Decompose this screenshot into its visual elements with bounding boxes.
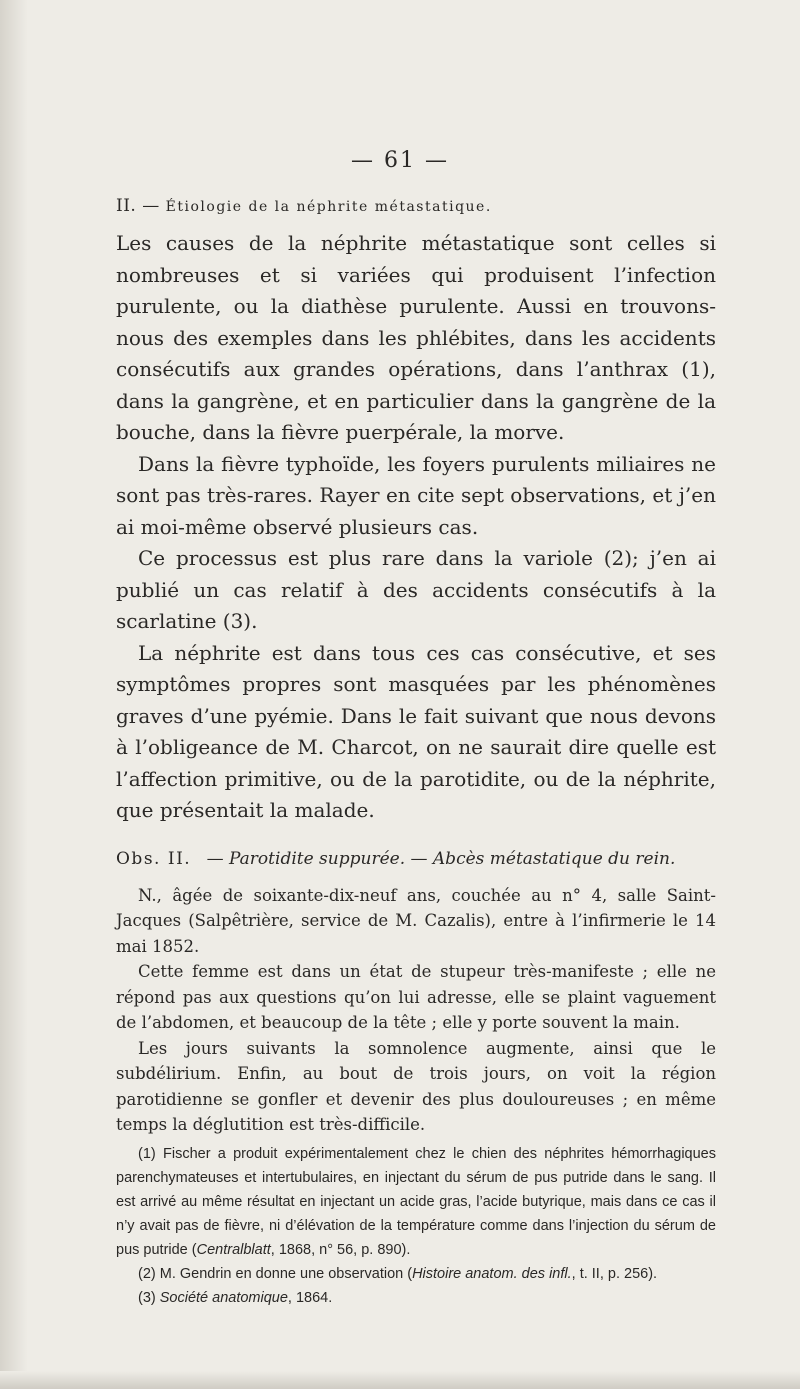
section-title: Étiologie de la néphrite métastatique. — [165, 199, 492, 215]
observation-paragraph: Cette femme est dans un état de stupeur très-manifeste ; elle ne répond pas aux questions qu’on lui adresse, elle se plaint vaguement de l’abdomen, et beaucoup de la tête ; elle y porte souvent la main. — [116, 962, 716, 1032]
footnote-text: (2) M. Gendrin en donne une observation ( — [138, 1265, 413, 1282]
observation-title-2: Abcès métastatique du rein. — [432, 848, 676, 869]
page-bottom-edge — [0, 1371, 800, 1389]
footnotes — [116, 1142, 716, 1310]
observation-heading — [116, 849, 716, 869]
page-body — [116, 196, 716, 1310]
observation-paragraph: N., âgée de soixante-dix-neuf ans, couchée au n° 4, salle Saint-Jacques (Salpêtrière, service de M. Cazalis), entre à l’infirmerie le 14 mai 1852. — [116, 885, 716, 956]
paragraph-variole: Ce processus est plus rare dans la variole (2); j’en ai publié un cas relatif à des accidents consécutifs à la scarlatine (3). — [116, 546, 716, 633]
section-dash: — — [142, 196, 160, 216]
section-number: II. — [116, 196, 137, 216]
footnote-text: (1) Fischer a produit expérimentalement chez le chien des néphrites hémorrhagiques parenchymateuses et intertubulaires, en injectant du sérum de pus putride dans le sang. Il est arrivé au même résultat en injectant un acide gras, l’acide butyrique, mais dans ce cas il n’y avait pas de fièvre, ni d’élévation de la température comme dans l’injection du sérum de pus putride ( — [116, 1145, 716, 1258]
paragraph-consecutive: La néphrite est dans tous ces cas consécutive, et ses symptômes propres sont masquées par les phénomènes graves d’une pyémie. Dans le fait suivant que nous devons à l’obligeance de M. Charcot, on ne saurait dire quelle est l’affection primitive, ou de la parotidite, ou de la néphrite, que présentait la malade. — [116, 640, 716, 822]
footnote-3 — [116, 1286, 716, 1310]
footnote-tail: , 1868, n° 56, p. 890). — [270, 1241, 411, 1258]
page-binding-shadow — [0, 0, 28, 1389]
observation-paragraph: Les jours suivants la somnolence augmente, ainsi que le subdélirium. Enfin, au bout de trois jours, on voit la région parotidienne se gonfler et devenir des plus douloureuses ; en même temps la déglutition est très-difficile. — [116, 1038, 716, 1134]
footnote-source: Centralblatt — [196, 1241, 271, 1258]
observation-title-1: Parotidite suppurée. — [229, 848, 406, 869]
page-number: — 61 — — [351, 148, 449, 173]
observation-dash: — — [206, 848, 224, 869]
observation-label: Obs. II. — [116, 848, 192, 869]
footnote-2 — [116, 1262, 716, 1286]
observation-separator: — — [410, 848, 428, 869]
footnote-source: Histoire anatom. des infl. — [412, 1265, 572, 1282]
section-heading — [116, 196, 716, 216]
footnote-tail: , 1864. — [287, 1289, 333, 1306]
footnote-source: Société anatomique — [159, 1289, 288, 1306]
footnote-text: (3) — [138, 1289, 160, 1306]
paragraph-causes: Les causes de la néphrite métastatique sont celles si nombreuses et si variées qui produisent l’infection purulente, ou la diathèse purulente. Aussi en trouvons-nous des exemples dans les phlébites, dans les accidents consécutifs aux grandes opérations, dans l’anthrax (1), dans la gangrène, et en particulier dans la gangrène de la bouche, dans la fièvre puerpérale, la morve. — [116, 231, 716, 444]
paragraph-typhoid: Dans la fièvre typhoïde, les foyers purulents miliaires ne sont pas très-rares. Rayer en cite sept observations, et j’en ai moi-même observé plusieurs cas. — [116, 451, 716, 539]
footnote-1 — [116, 1142, 716, 1262]
footnote-tail: , t. II, p. 256). — [571, 1265, 658, 1282]
